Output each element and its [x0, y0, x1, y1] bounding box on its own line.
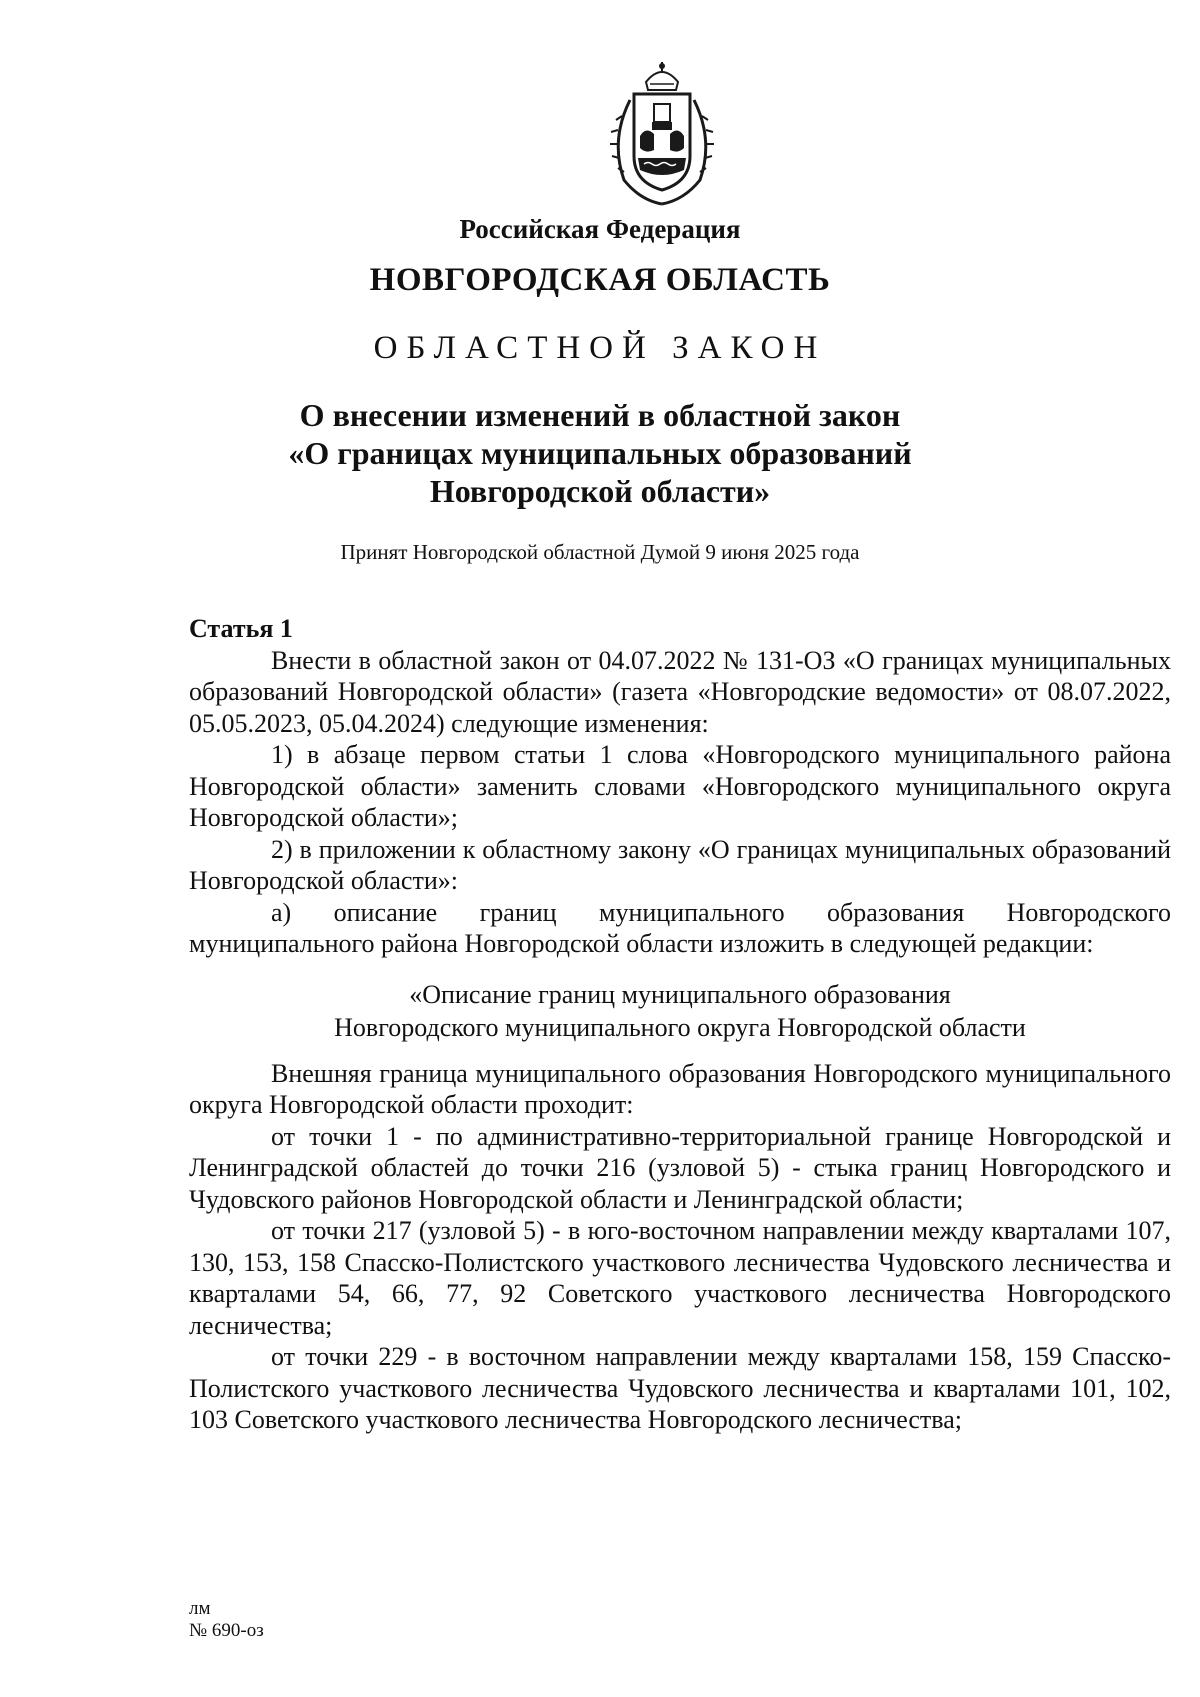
article-heading: Статья 1 [189, 614, 293, 643]
paragraph-boundary-intro: Внешняя граница муниципального образования Новгородского муниципального округа Новгородской области проходит: [189, 1058, 1171, 1119]
footer-initials: лм [189, 1598, 211, 1619]
quoted-heading-line-2: Новгородского муниципального округа Новгородской области [334, 1012, 1026, 1042]
paragraph-point-217: от точки 217 (узловой 5) - в юго-восточном направлении между кварталами 107, 130, 153, 158 Спасско-Полистского участкового лесничества Чудовского лесничества и кварталами 54, 66, 77, 92 Советского участкового лесничества Новгородского лесничества; [189, 1216, 1171, 1340]
title-line-3: Новгородской области» [429, 473, 771, 509]
adoption-note: Принят Новгородской областной Думой 9 июня 2025 года [340, 540, 860, 564]
title-line-1: О внесении изменений в областной закон [299, 397, 901, 433]
paragraph-item-a: а) описание границ муниципального образования Новгородского муниципального района Новгородской области изложить в следующей редакции: [189, 897, 1171, 958]
paragraph-point-1: от точки 1 - по административно-территориальной границе Новгородской и Ленинградской областей до точки 216 (узловой 5) - стыка границ Новгородского и Чудовского районов Новгородской области и Ленинградской области; [189, 1121, 1171, 1214]
document-title [0, 396, 1200, 510]
quoted-heading-line-1: «Описание границ муниципального образования [409, 979, 951, 1009]
document-type: ОБЛАСТНОЙ ЗАКОН [373, 330, 827, 366]
paragraph-item-2: 2) в приложении к областному закону «О границах муниципальных образований Новгородской области»: [189, 834, 1171, 895]
title-line-2: «О границах муниципальных образований [288, 435, 912, 471]
quoted-heading [189, 978, 1171, 1044]
document-body [189, 613, 1171, 1436]
region-name: НОВГОРОДСКАЯ ОБЛАСТЬ [369, 262, 831, 298]
paragraph-item-1: 1) в абзаце первом статьи 1 слова «Новгородского муниципального района Новгородской области» заменить словами «Новгородского муниципального округа Новгородской области»; [189, 740, 1171, 832]
footer-number: № 690-оз [189, 1620, 264, 1641]
paragraph-intro: Внести в областной закон от 04.07.2022 № 131-ОЗ «О границах муниципальных образований Новгородской области» (газета «Новгородские ведомости» от 08.07.2022, 05.05.2023, 05.04.2024) следующие изменения: [189, 645, 1171, 738]
paragraph-point-229: от точки 229 - в восточном направлении между кварталами 158, 159 Спасско-Полистского участкового лесничества Чудовского лесничества и кварталами 101, 102, 103 Советского участкового лесничества Новгородского лесничества; [189, 1342, 1171, 1434]
footer-note [189, 1598, 264, 1642]
coat-of-arms-icon [600, 60, 724, 206]
country-name: Российская Федерация [459, 214, 741, 244]
